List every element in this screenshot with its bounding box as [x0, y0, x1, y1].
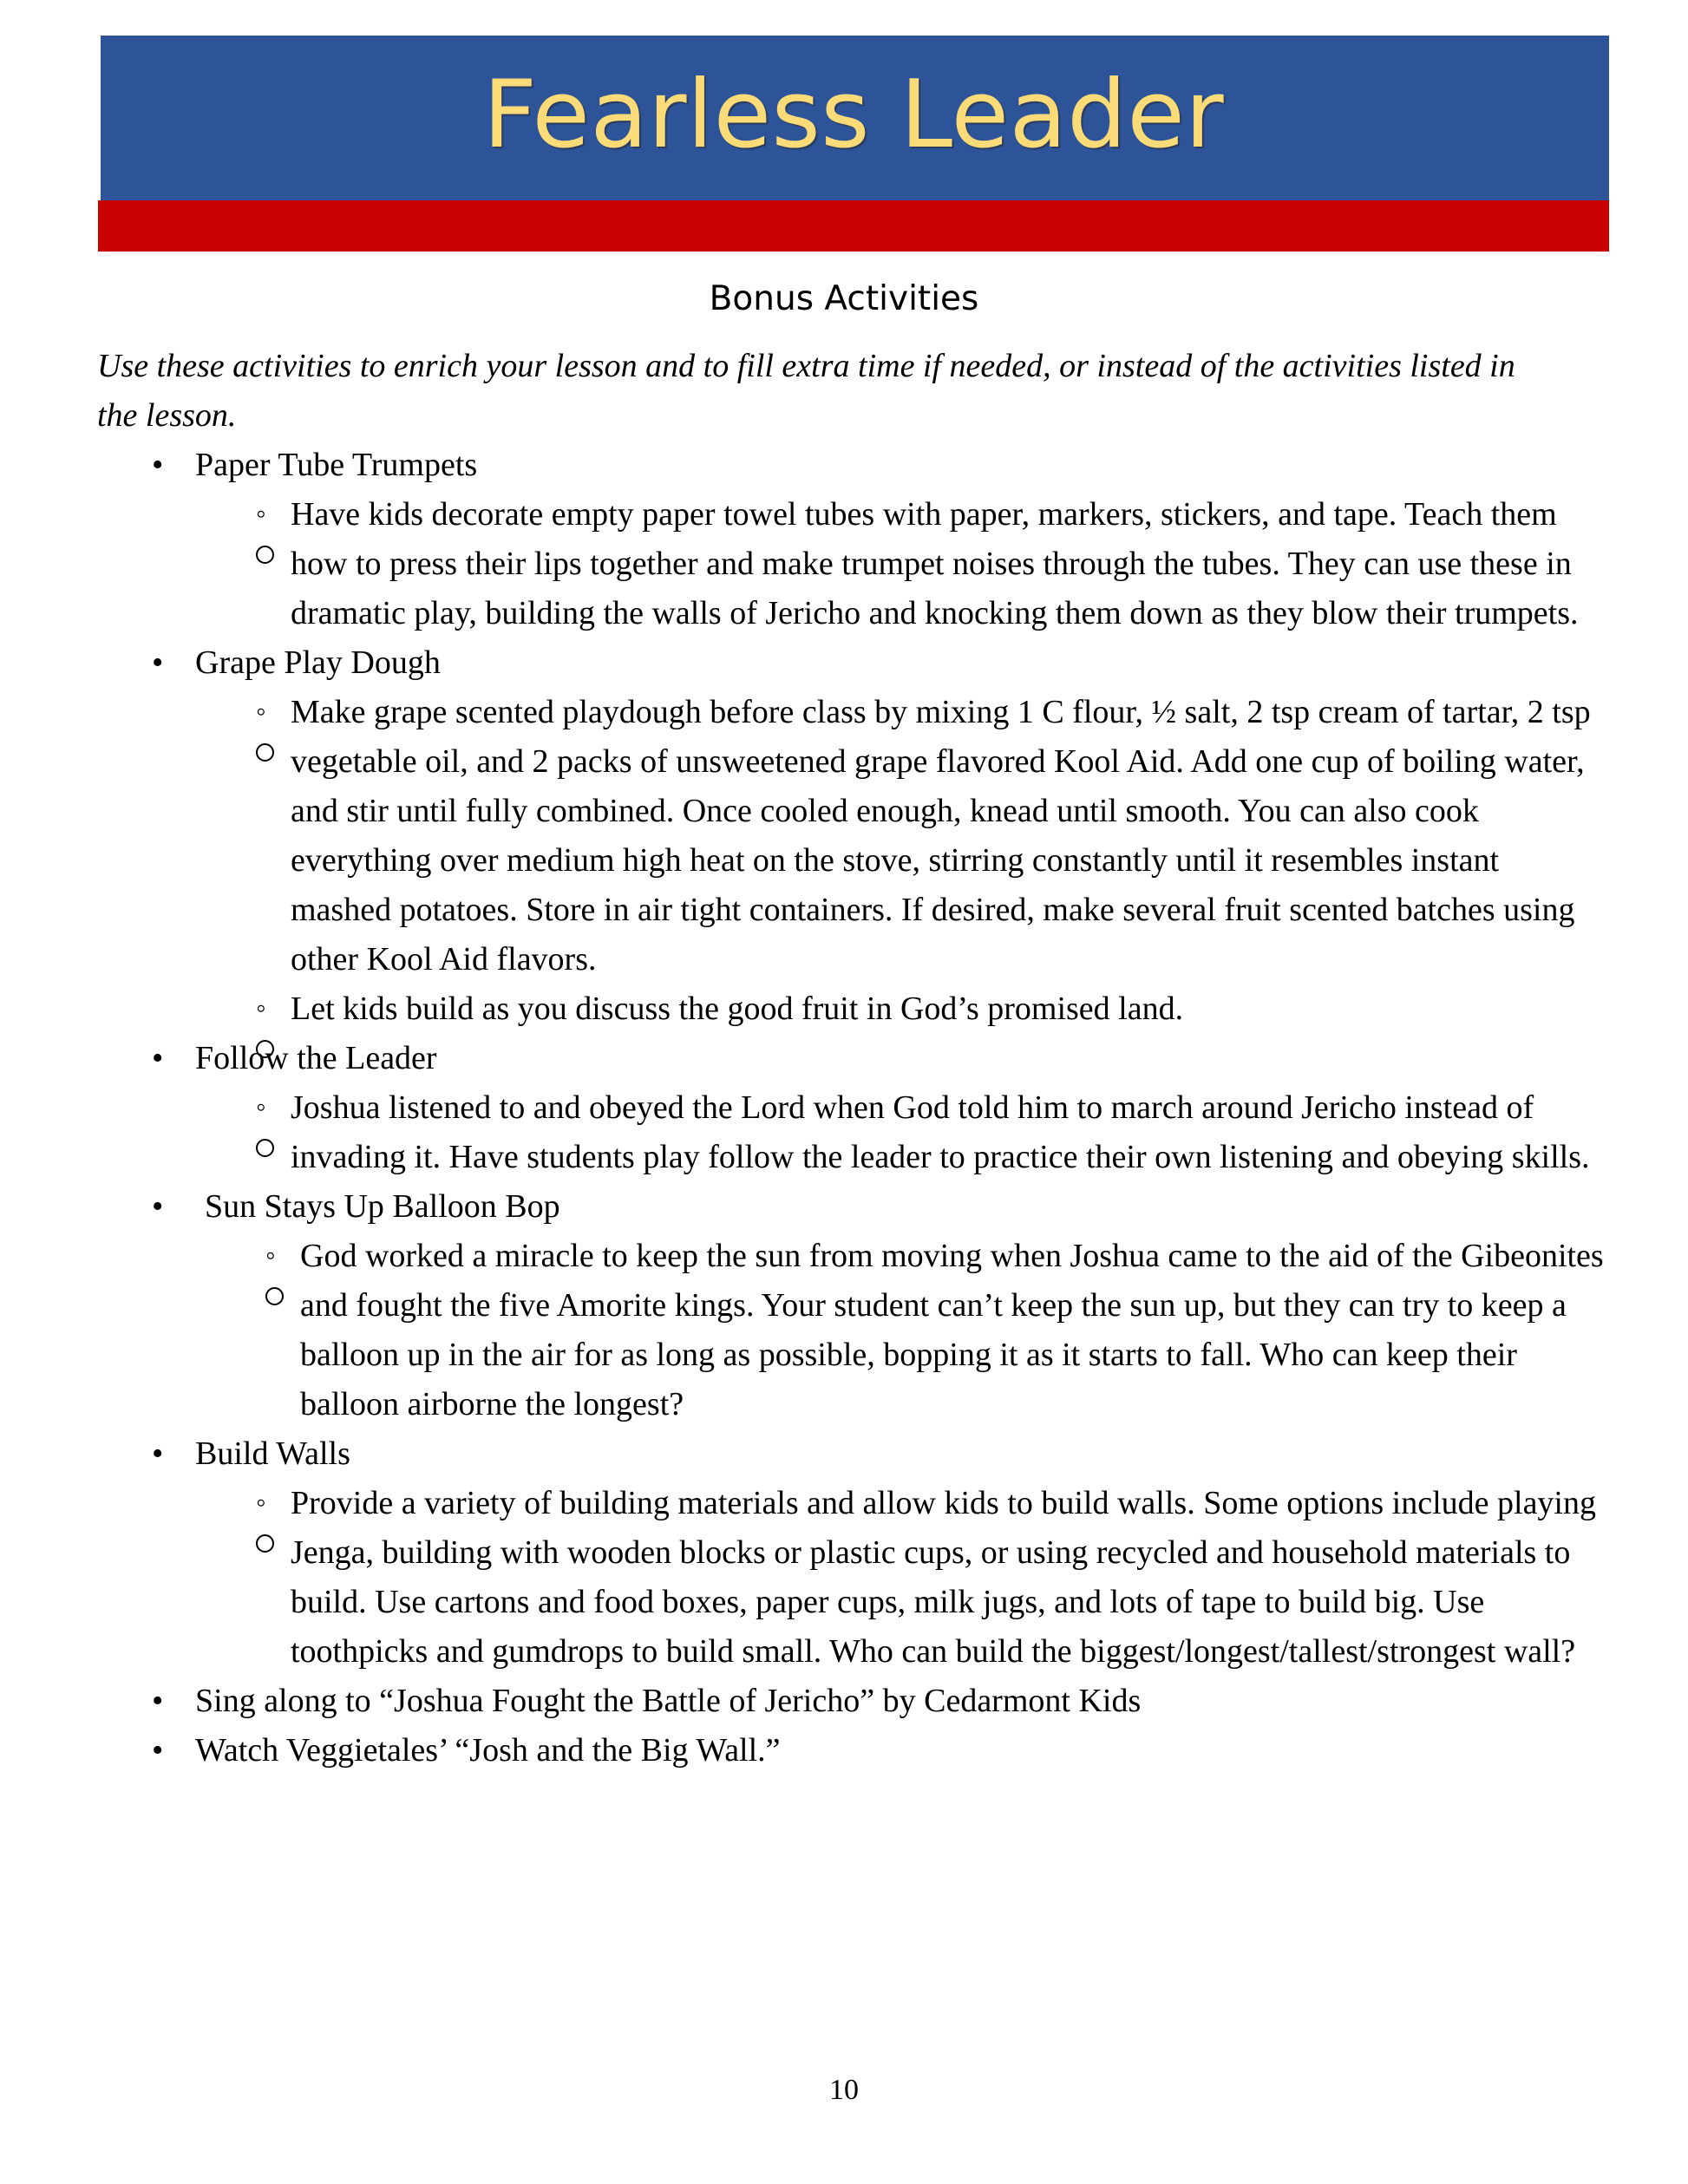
bullet-disc-icon: [152, 1677, 178, 1726]
activity-detail-item: [195, 490, 1606, 638]
activity-title: Follow the Leader: [195, 1040, 437, 1076]
bullet-disc-icon: [152, 1726, 178, 1775]
activity-item: [97, 1034, 1606, 1182]
activity-detail-item: [195, 1479, 1606, 1677]
activity-title: Sing along to “Joshua Fought the Battle of Jericho” by Cedarmont Kids: [195, 1683, 1142, 1719]
activity-detail-text: Provide a variety of building materials and allow kids to build walls. Some options include playing Jenga, building with wooden blocks or plastic cups, or using recycled and household materials to build. Use cartons and food boxes, paper cups, milk jugs, and lots of tape to build big. Use toothpicks and gumdrops to build small. Who can build the biggest/longest/tallest/strongest wall?: [291, 1485, 1596, 1670]
activity-detail-list: [205, 1232, 1606, 1429]
activity-title: Grape Play Dough: [195, 644, 441, 681]
activity-item: [97, 1677, 1606, 1726]
section-heading: Bonus Activities: [709, 279, 979, 318]
activities-list: [97, 441, 1606, 1775]
bullet-circle-icon: [256, 1083, 282, 1182]
activity-detail-item: [205, 1232, 1606, 1429]
activity-detail-list: [195, 490, 1606, 638]
activity-detail-text: Let kids build as you discuss the good fruit in God’s promised land.: [291, 991, 1184, 1027]
bullet-disc-icon: [152, 1182, 178, 1232]
intro-paragraph: Use these activities to enrich your lesson and to fill extra time if needed, or instead of the activities listed in the lesson.: [97, 348, 1515, 434]
activity-detail-text: Have kids decorate empty paper towel tubes with paper, markers, stickers, and tape. Teach them how to press their lips together and make trumpet noises through the tubes. They can use these in dramatic play, building the walls of Jericho and knocking them down as they blow their trumpets.: [291, 496, 1579, 631]
bullet-circle-icon: [256, 688, 282, 787]
activity-item: [97, 638, 1606, 1034]
activity-item: [97, 1726, 1606, 1775]
bullet-disc-icon: [152, 1429, 178, 1479]
activity-detail-list: [195, 1479, 1606, 1677]
banner-red-stripe: [98, 200, 1609, 252]
bullet-circle-icon: [256, 490, 282, 589]
activity-detail-text: Joshua listened to and obeyed the Lord when God told him to march around Jericho instead of invading it. Have students play follow the leader to practice their own listening and obeying skills.: [291, 1089, 1590, 1175]
bullet-disc-icon: [152, 1034, 178, 1083]
bullet-disc-icon: [152, 441, 178, 490]
activity-title: Build Walls: [195, 1435, 350, 1472]
activity-item: [97, 1429, 1606, 1677]
document-body: [97, 342, 1606, 1775]
activity-detail-list: [195, 1083, 1606, 1182]
page-number: 10: [829, 2074, 859, 2106]
header-banner: [98, 36, 1609, 252]
activity-item: [97, 441, 1606, 638]
activity-detail-item: [195, 688, 1606, 984]
activity-detail-item: [195, 1083, 1606, 1182]
activity-detail-list: [195, 688, 1606, 1034]
bullet-disc-icon: [152, 638, 178, 688]
activity-detail-text: Make grape scented playdough before class by mixing 1 C flour, ½ salt, 2 tsp cream of tartar, 2 tsp vegetable oil, and 2 packs of unsweetened grape flavored Kool Aid. Add one cup of boiling water, and stir until fully combined. Once cooled enough, knead until smooth. You can also cook everything over medium high heat on the stove, stirring constantly until it resembles instant mashed potatoes. Store in air tight containers. If desired, make several fruit scented batches using other Kool Aid flavors.: [291, 694, 1591, 978]
activity-title: Watch Veggietales’ “Josh and the Big Wall.”: [195, 1732, 781, 1769]
bullet-circle-icon: [265, 1232, 291, 1331]
activity-detail-item: [195, 984, 1606, 1034]
bullet-circle-icon: [256, 1479, 282, 1578]
document-title: Fearless Leader: [482, 61, 1225, 169]
activity-title: Paper Tube Trumpets: [195, 447, 478, 483]
activity-title: Sun Stays Up Balloon Bop: [205, 1188, 560, 1225]
activity-detail-text: God worked a miracle to keep the sun from moving when Joshua came to the aid of the Gibeonites and fought the five Amorite kings. Your student can’t keep the sun up, but they can try to keep a balloon up in the air for as long as possible, bopping it as it starts to fall. Who can keep their balloon airborne the longest?: [300, 1238, 1604, 1422]
activity-item: [97, 1182, 1606, 1429]
